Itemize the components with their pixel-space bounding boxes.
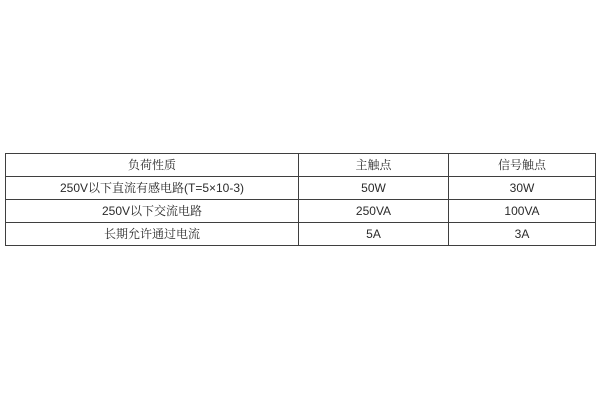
cell-signal-contact: 3A: [449, 223, 596, 246]
table-header-row: [6, 154, 596, 177]
load-capacity-spec-table: [5, 153, 596, 246]
cell-load-nature: 长期允许通过电流: [6, 223, 299, 246]
cell-signal-contact: 100VA: [449, 200, 596, 223]
cell-load-nature: 250V以下直流有感电路(T=5×10-3): [6, 177, 299, 200]
cell-main-contact: 250VA: [299, 200, 449, 223]
cell-signal-contact: 30W: [449, 177, 596, 200]
cell-load-nature: 250V以下交流电路: [6, 200, 299, 223]
header-signal-contact: 信号触点: [449, 154, 596, 177]
cell-main-contact: 50W: [299, 177, 449, 200]
header-load-nature: 负荷性质: [6, 154, 299, 177]
table-row: [6, 223, 596, 246]
cell-main-contact: 5A: [299, 223, 449, 246]
table-row: [6, 177, 596, 200]
table-row: [6, 200, 596, 223]
header-main-contact: 主触点: [299, 154, 449, 177]
